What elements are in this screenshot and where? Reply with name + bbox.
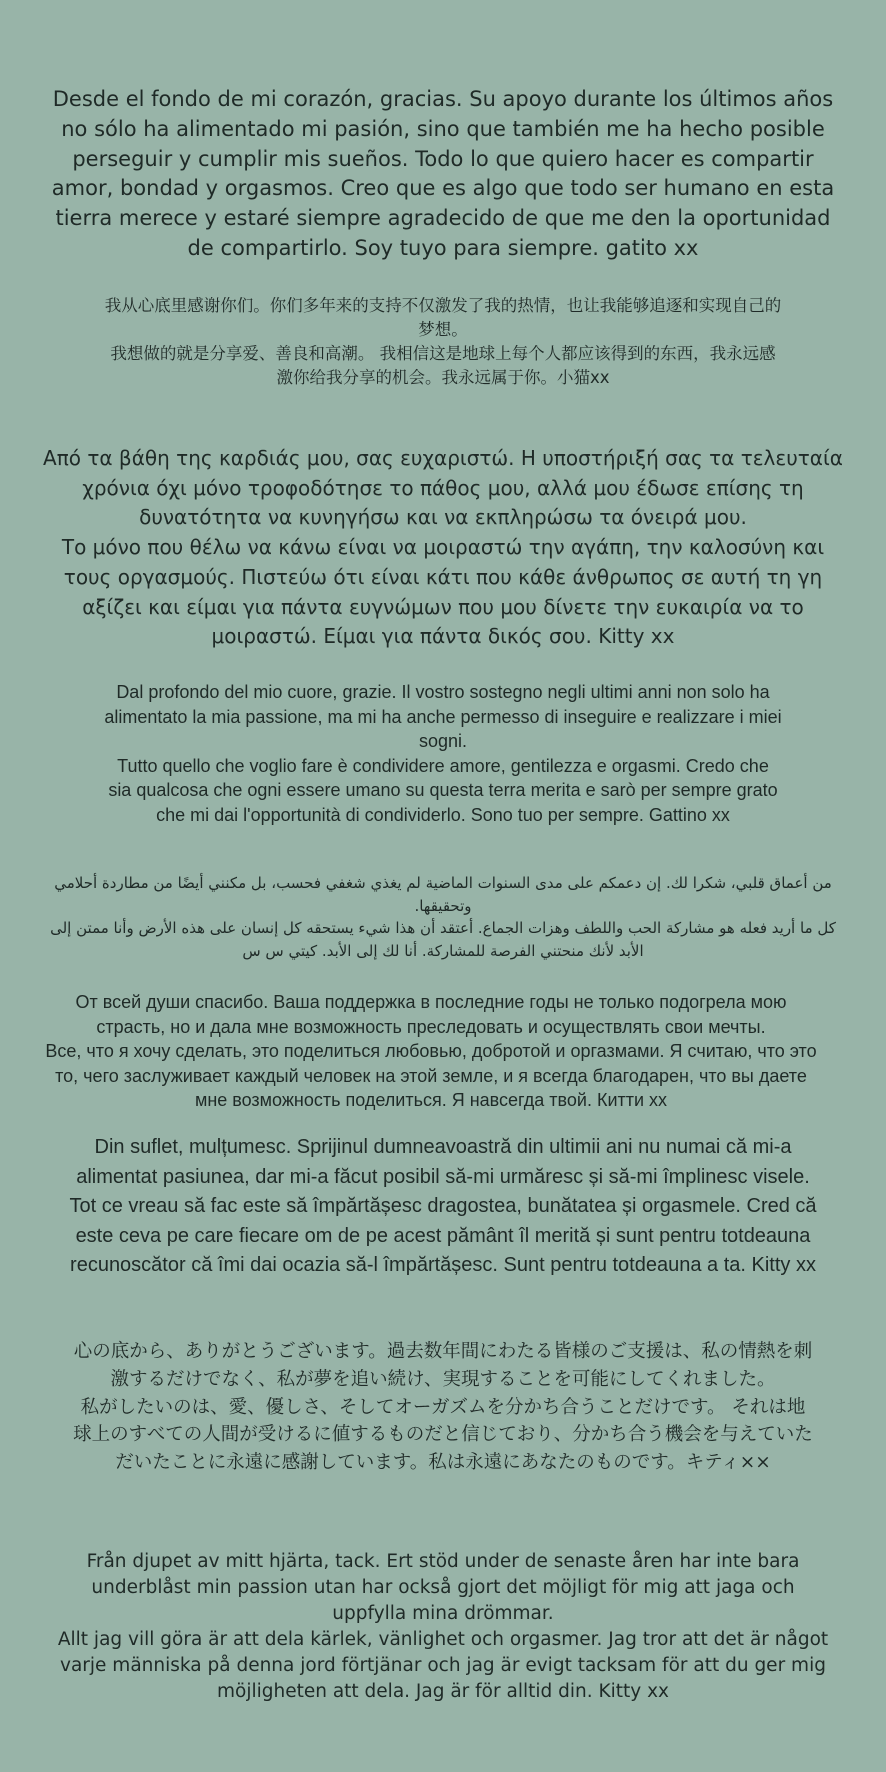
paragraph-spanish bbox=[0, 85, 886, 264]
paragraph-japanese bbox=[0, 1338, 886, 1477]
text-line: Från djupet av mitt hjärta, tack. Ert stöd under de senaste åren har inte bara bbox=[86, 1551, 800, 1572]
text-line: من أعماق قلبي، شكرا لك. إن دعمكم على مدى السنوات الماضية لم يغذي شغفي فحسب، بل مكنني أيضًا من مطاردة أحلامي bbox=[54, 874, 832, 892]
text-line: uppfylla mina drömmar. bbox=[332, 1603, 554, 1624]
text-line: Tot ce vreau să fac este să împărtășesc dragostea, bunătatea și orgasmele. Cred că bbox=[69, 1195, 817, 1217]
text-line: varje människa på denna jord förtjänar och jag är evigt tacksam för att du ger mig bbox=[60, 1655, 826, 1676]
text-line: μοιραστώ. Είμαι για πάντα δικός σου. Kitty xx bbox=[211, 624, 675, 649]
text-line: no sólo ha alimentado mi pasión, sino que también me ha hecho posible bbox=[61, 116, 825, 141]
text-line: alimentato la mia passione, ma mi ha anche permesso di inseguire e realizzare i miei bbox=[104, 706, 782, 727]
text-line: underblåst min passion utan har också gjort det möjligt för mig att jaga och bbox=[91, 1577, 795, 1598]
text-line: αξίζει και είμαι για πάντα ευγνώμων που μου δίνετε την ευκαιρία να το bbox=[82, 594, 804, 619]
text-line: 我从心底里感谢你们。你们多年来的支持不仅激发了我的热情，也让我能够追逐和实现自己的 bbox=[104, 296, 782, 315]
text-line: Din suflet, mulțumesc. Sprijinul dumneavoastră din ultimii ani nu numai că mi-a bbox=[94, 1136, 792, 1158]
text-line: Desde el fondo de mi corazón, gracias. Su apoyo durante los últimos años bbox=[52, 87, 834, 111]
text-line: Dal profondo del mio cuore, grazie. Il vostro sostegno negli ultimi anni non solo ha bbox=[116, 682, 770, 702]
text-line: alimentat pasiunea, dar mi-a făcut posibil să-mi urmăresc și să-mi împlinesc visele. bbox=[76, 1165, 810, 1188]
paragraph-italian bbox=[0, 680, 886, 828]
text-line: 球上のすべての人間が受けるに値するものだと信じており、分かち合う機会を与えていた bbox=[73, 1424, 813, 1446]
paragraph-chinese bbox=[0, 294, 886, 390]
text-line: الأبد لأنك منحتني الفرصة للمشاركة. أنا لك إلى الأبد. كيتي س س bbox=[242, 941, 644, 960]
text-line: 梦想。 bbox=[418, 320, 468, 339]
text-line: Tutto quello che voglio fare è condividere amore, gentilezza e orgasmi. Credo che bbox=[117, 755, 769, 776]
text-line: Allt jag vill göra är att dela kärlek, vänlighet och orgasmer. Jag tror att det är något bbox=[57, 1629, 829, 1650]
text-line: Από τα βάθη της καρδιάς μου, σας ευχαριστώ. Η υποστήριξή σας τα τελευταία bbox=[43, 446, 843, 470]
text-line: 激するだけでなく、私が夢を追い続け、実現することを可能にしてくれました。 bbox=[110, 1368, 776, 1390]
text-line: 心の底から、ありがとうございます。過去数年間にわたる皆様のご支援は、私の情熱を刺 bbox=[73, 1341, 813, 1362]
text-line: sia qualcosa che ogni essere umano su questa terra merita e sarò per sempre grato bbox=[108, 780, 778, 801]
text-line: 激你给我分享的机会。我永远属于你。小猫xx bbox=[276, 368, 610, 387]
paragraph-swedish bbox=[0, 1549, 886, 1705]
text-line: страсть, но и дала мне возможность преследовать и осуществлять свои мечты. bbox=[96, 1016, 766, 1037]
text-line: だいたことに永遠に感謝しています。私は永遠にあなたのものです。キティ×× bbox=[115, 1452, 771, 1474]
text-line: este ceva pe care fiecare om de pe acest pământ îl merită și sunt pentru totdeauna bbox=[75, 1224, 811, 1247]
text-line: δυνατότητα να κυνηγήσω και να εκπληρώσω τα όνειρά μου. bbox=[139, 505, 747, 530]
text-line: che mi dai l'opportunità di condividerlo. Sono tuo per sempre. Gattino xx bbox=[156, 804, 730, 825]
text-line: 私がしたいのは、愛、優しさ、そしてオーガズムを分かち合うことだけです。 それは地 bbox=[80, 1396, 806, 1418]
text-line: Το μόνο που θέλω να κάνω είναι να μοιραστώ την αγάπη, την καλοσύνη και bbox=[61, 535, 825, 560]
paragraph-romanian bbox=[0, 1133, 886, 1281]
text-line: χρόνια όχι μόνο τροφοδότησε το πάθος μου, αλλά μου έδωσε επίσης τη bbox=[82, 475, 804, 500]
text-line: amor, bondad y orgasmos. Creo que es algo que todo ser humano en esta bbox=[51, 176, 835, 201]
text-line: de compartirlo. Soy tuyo para siempre. gatito xx bbox=[187, 235, 699, 260]
text-line: мне возможность поделиться. Я навсегда твой. Китти хх bbox=[194, 1090, 668, 1110]
text-line: وتحقيقها. bbox=[414, 896, 472, 915]
text-line: От всей души спасибо. Ваша поддержка в последние годы не только подогрела мою bbox=[75, 992, 787, 1012]
text-line: sogni. bbox=[418, 731, 468, 752]
text-line: möjligheten att dela. Jag är för alltid din. Kitty xx bbox=[216, 1681, 669, 1702]
text-line: τους οργασμούς. Πιστεύω ότι είναι κάτι που κάθε άνθρωπος σε αυτή τη γη bbox=[63, 564, 823, 589]
text-line: 我想做的就是分享爱、善良和高潮。 我相信这是地球上每个人都应该得到的东西，我永远感 bbox=[110, 344, 776, 363]
paragraph-russian bbox=[0, 990, 874, 1113]
text-line: كل ما أريد فعله هو مشاركة الحب واللطف وهزات الجماع. أعتقد أن هذا شيء يستحقه كل إنسان على هذه الأرض وأنا ممتن إلى bbox=[50, 919, 836, 938]
text-line: recunoscător că îmi dai ocazia să-l împărtășesc. Sunt pentru totdeauna a ta. Kitty xx bbox=[70, 1254, 816, 1276]
paragraph-greek bbox=[0, 444, 886, 652]
paragraph-arabic bbox=[0, 872, 886, 962]
text-line: tierra merece y estaré siempre agradecido de que me den la oportunidad bbox=[55, 206, 831, 231]
text-line: то, чего заслуживает каждый человек на этой земле, и я всегда благодарен, что вы даете bbox=[55, 1065, 807, 1086]
text-line: Все, что я хочу сделать, это поделиться любовью, добротой и оргазмами. Я считаю, что это bbox=[45, 1041, 817, 1061]
text-line: perseguir y cumplir mis sueños. Todo lo que quiero hacer es compartir bbox=[72, 146, 814, 171]
